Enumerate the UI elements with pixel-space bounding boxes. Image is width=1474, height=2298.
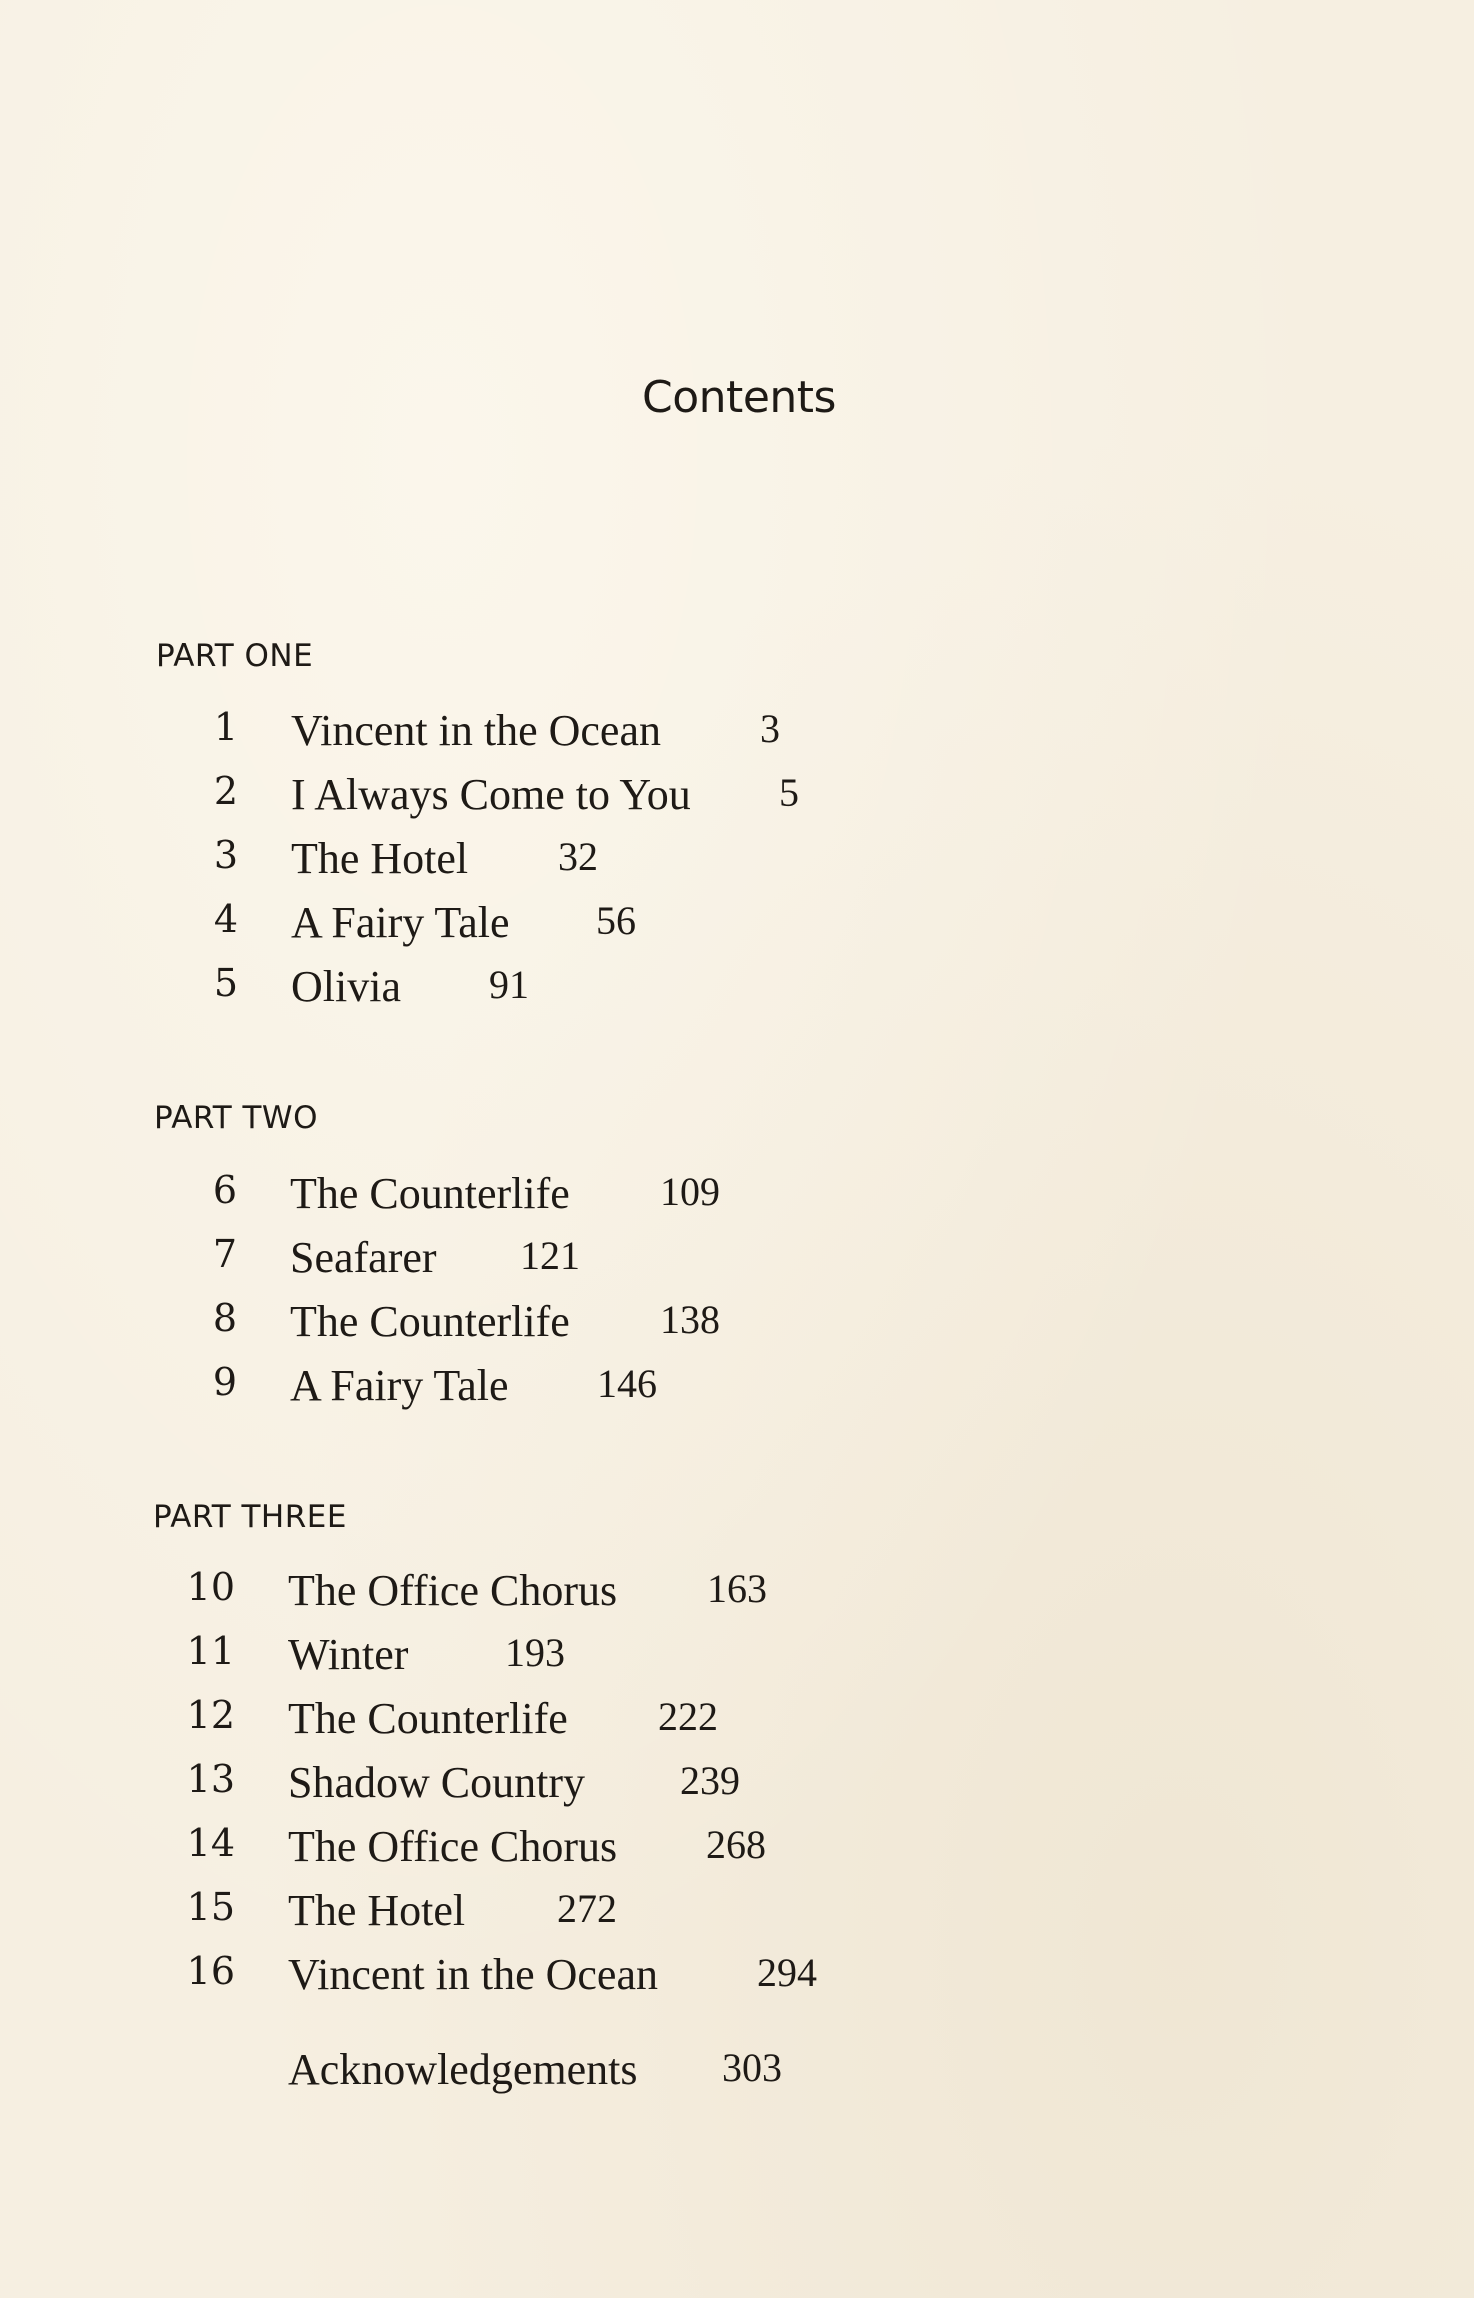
chapter-page: 32 — [558, 834, 598, 879]
chapter-page: 222 — [658, 1694, 718, 1739]
chapter-number: 4 — [213, 897, 238, 941]
chapter-title: Vincent in the Ocean — [291, 706, 661, 755]
chapter-title: I Always Come to You — [291, 770, 691, 819]
chapter-page: 268 — [706, 1822, 766, 1867]
chapter-number: 3 — [213, 833, 238, 877]
chapter-number: 11 — [186, 1629, 235, 1673]
chapter-number: 14 — [186, 1821, 235, 1865]
chapter-number: 7 — [212, 1232, 237, 1276]
chapter-page: 121 — [520, 1233, 580, 1278]
chapter-title: Winter — [288, 1630, 409, 1679]
chapter-number: 16 — [186, 1949, 235, 1993]
chapter-page: 3 — [760, 706, 780, 751]
acknowledgements-page: 303 — [722, 2045, 782, 2090]
part-heading: PART ONE — [156, 638, 314, 674]
chapter-page: 294 — [757, 1950, 817, 1995]
chapter-number: 1 — [213, 705, 238, 749]
chapter-number: 12 — [186, 1693, 235, 1737]
chapter-title: Vincent in the Ocean — [288, 1950, 658, 1999]
chapter-page: 138 — [660, 1297, 720, 1342]
chapter-title: A Fairy Tale — [291, 898, 510, 947]
chapter-title: Olivia — [291, 962, 401, 1011]
chapter-number: 5 — [213, 961, 238, 1005]
chapter-title: Shadow Country — [288, 1758, 585, 1807]
chapter-page: 56 — [596, 898, 636, 943]
part-heading: PART THREE — [153, 1499, 347, 1535]
chapter-number: 15 — [186, 1885, 235, 1929]
chapter-page: 109 — [660, 1169, 720, 1214]
chapter-page: 272 — [557, 1886, 617, 1931]
chapter-page: 91 — [489, 962, 529, 1007]
chapter-title: The Hotel — [288, 1886, 466, 1935]
chapter-number: 2 — [213, 769, 238, 813]
chapter-title: The Office Chorus — [288, 1822, 618, 1871]
chapter-number: 10 — [186, 1565, 235, 1609]
chapter-page: 5 — [779, 770, 799, 815]
chapter-title: The Counterlife — [290, 1169, 570, 1218]
chapter-title: The Counterlife — [290, 1297, 570, 1346]
chapter-page: 193 — [505, 1630, 565, 1675]
chapter-title: Seafarer — [290, 1233, 437, 1282]
chapter-number: 6 — [212, 1168, 237, 1212]
acknowledgements-title: Acknowledgements — [288, 2045, 638, 2094]
contents-title: Contents — [642, 372, 836, 423]
chapter-title: The Hotel — [291, 834, 469, 883]
chapter-page: 163 — [707, 1566, 767, 1611]
chapter-number: 8 — [212, 1296, 237, 1340]
chapter-page: 146 — [597, 1361, 657, 1406]
chapter-number: 13 — [186, 1757, 235, 1801]
chapter-title: The Office Chorus — [288, 1566, 618, 1615]
chapter-title: A Fairy Tale — [290, 1361, 509, 1410]
chapter-number: 9 — [212, 1360, 237, 1404]
chapter-title: The Counterlife — [288, 1694, 568, 1743]
part-heading: PART TWO — [154, 1100, 318, 1136]
chapter-page: 239 — [680, 1758, 740, 1803]
